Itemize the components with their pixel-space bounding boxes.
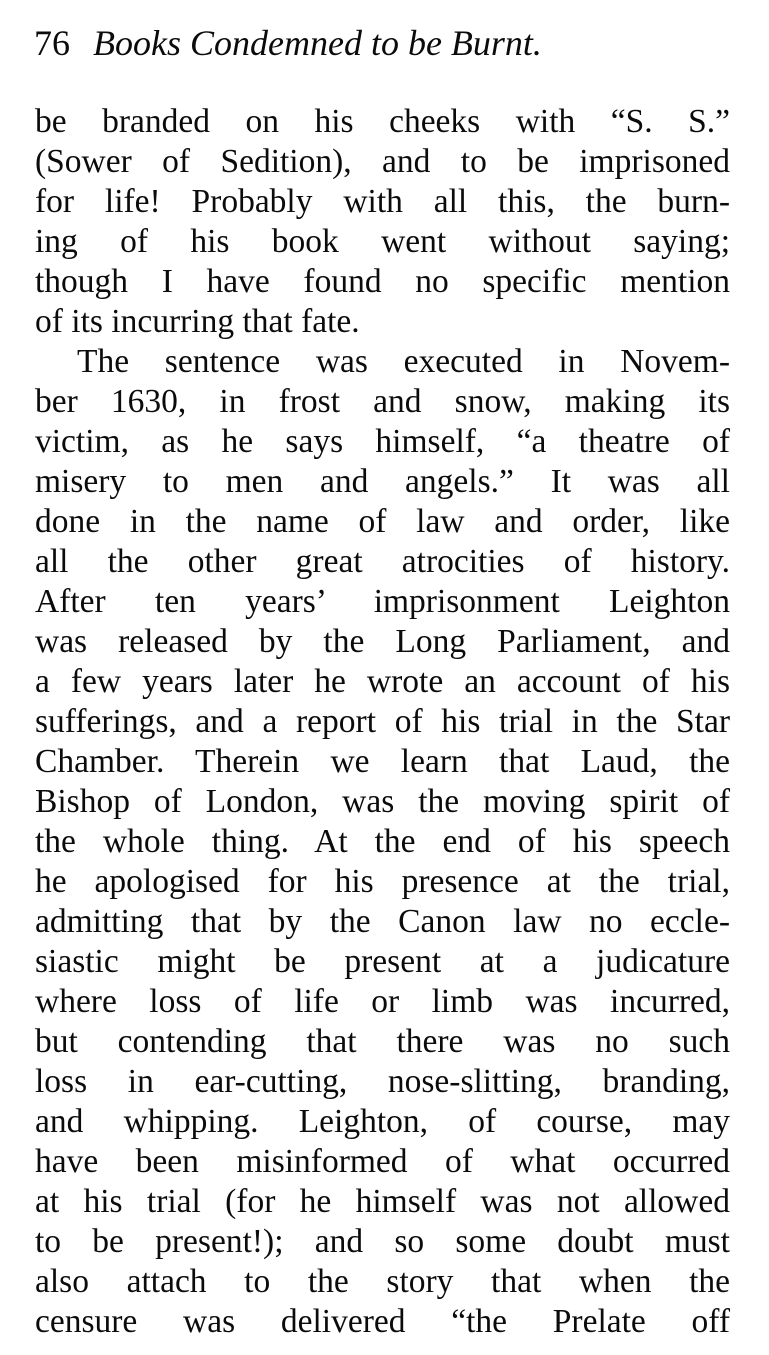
text-line: though I have found no specific mention — [35, 263, 730, 300]
text-line: Bishop of London, was the moving spirit of — [35, 783, 730, 820]
text-line: and whipping. Leighton, of course, may — [35, 1103, 730, 1140]
text-line: siastic might be present at a judicature — [35, 943, 730, 980]
text-line: have been misinformed of what occurred — [35, 1143, 730, 1180]
text-line: was released by the Long Parliament, and — [35, 623, 730, 660]
text-line: to be present!); and so some doubt must — [35, 1223, 730, 1260]
text-line: also attach to the story that when the — [35, 1263, 730, 1300]
running-head — [34, 18, 542, 68]
text-line: loss in ear-cutting, nose-slitting, branding, — [35, 1063, 730, 1100]
paragraph-end-line: of its incurring that fate. — [35, 303, 360, 340]
text-line: a few years later he wrote an account of his — [35, 663, 730, 700]
text-line: he apologised for his presence at the trial, — [35, 863, 730, 900]
text-line: where loss of life or limb was incurred, — [35, 983, 730, 1020]
text-line: censure was delivered “the Prelate off — [35, 1303, 730, 1340]
text-line: done in the name of law and order, like — [35, 503, 730, 540]
running-title: Books Condemned to be Burnt. — [93, 23, 542, 63]
text-line: at his trial (for he himself was not allowed — [35, 1183, 730, 1220]
text-line: misery to men and angels.” It was all — [35, 463, 730, 500]
text-line: but contending that there was no such — [35, 1023, 730, 1060]
text-line: admitting that by the Canon law no eccle- — [35, 903, 730, 940]
paragraph-start-line: The sentence was executed in Novem- — [77, 343, 730, 380]
text-line: victim, as he says himself, “a theatre of — [35, 423, 730, 460]
text-line: ber 1630, in frost and snow, making its — [35, 383, 730, 420]
text-line: all the other great atrocities of history. — [35, 543, 730, 580]
text-line: sufferings, and a report of his trial in the Star — [35, 703, 730, 740]
body-text — [35, 102, 730, 1342]
page-number: 76 — [34, 23, 70, 63]
text-line: be branded on his cheeks with “S. S.” — [35, 103, 730, 140]
text-line: After ten years’ imprisonment Leighton — [35, 583, 730, 620]
text-line: Chamber. Therein we learn that Laud, the — [35, 743, 730, 780]
text-line: ing of his book went without saying; — [35, 223, 730, 260]
text-line: the whole thing. At the end of his speech — [35, 823, 730, 860]
text-line: (Sower of Sedition), and to be imprisoned — [35, 143, 730, 180]
text-line: for life! Probably with all this, the burn- — [35, 183, 730, 220]
